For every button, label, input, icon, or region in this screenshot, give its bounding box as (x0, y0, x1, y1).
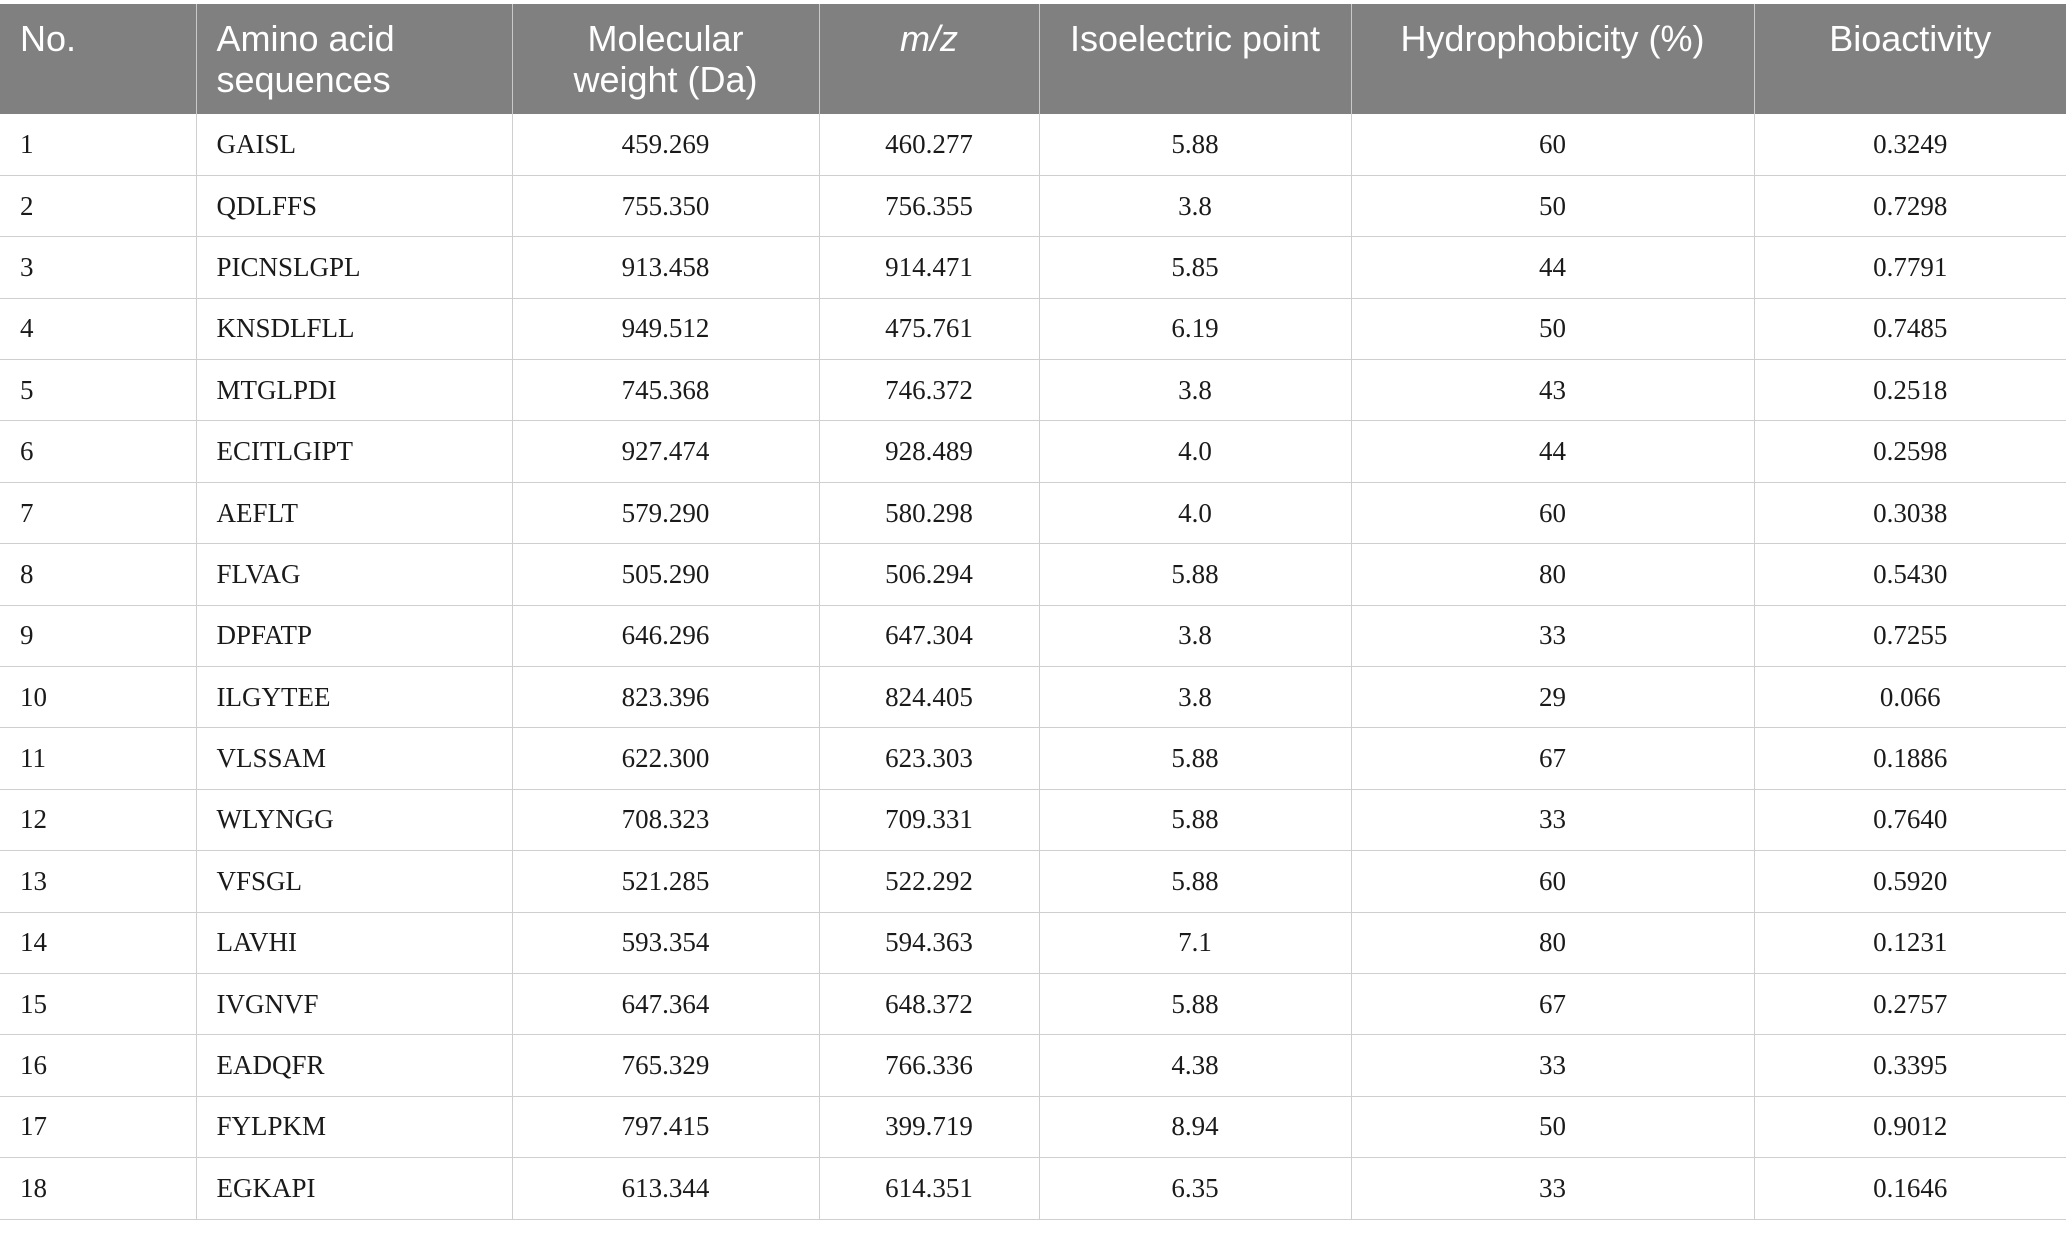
cell-no: 16 (0, 1035, 196, 1096)
table-row (0, 1158, 2066, 1219)
cell-hydrophobicity: 50 (1351, 298, 1754, 359)
header-row (0, 4, 2066, 114)
cell-molecular-weight: 613.344 (512, 1158, 819, 1219)
table-row (0, 973, 2066, 1034)
cell-hydrophobicity: 33 (1351, 1035, 1754, 1096)
cell-mz: 914.471 (819, 237, 1039, 298)
cell-mz: 709.331 (819, 789, 1039, 850)
cell-isoelectric-point: 5.88 (1039, 851, 1351, 912)
cell-bioactivity: 0.7255 (1754, 605, 2066, 666)
header-sequence: Amino acid sequences (196, 4, 512, 114)
cell-mz: 614.351 (819, 1158, 1039, 1219)
table-row (0, 789, 2066, 850)
cell-hydrophobicity: 33 (1351, 605, 1754, 666)
cell-bioactivity: 0.1886 (1754, 728, 2066, 789)
cell-sequence: FLVAG (196, 544, 512, 605)
table-row (0, 237, 2066, 298)
cell-hydrophobicity: 43 (1351, 360, 1754, 421)
cell-sequence: ECITLGIPT (196, 421, 512, 482)
peptide-table (0, 4, 2066, 1220)
table-header (0, 4, 2066, 114)
cell-sequence: IVGNVF (196, 973, 512, 1034)
cell-isoelectric-point: 5.88 (1039, 728, 1351, 789)
cell-molecular-weight: 646.296 (512, 605, 819, 666)
cell-isoelectric-point: 5.88 (1039, 789, 1351, 850)
cell-sequence: GAISL (196, 114, 512, 175)
cell-mz: 824.405 (819, 667, 1039, 728)
cell-molecular-weight: 647.364 (512, 973, 819, 1034)
cell-bioactivity: 0.5430 (1754, 544, 2066, 605)
cell-mz: 756.355 (819, 175, 1039, 236)
cell-hydrophobicity: 80 (1351, 544, 1754, 605)
cell-mz: 766.336 (819, 1035, 1039, 1096)
cell-isoelectric-point: 8.94 (1039, 1096, 1351, 1157)
cell-mz: 522.292 (819, 851, 1039, 912)
cell-molecular-weight: 579.290 (512, 482, 819, 543)
cell-no: 15 (0, 973, 196, 1034)
cell-no: 4 (0, 298, 196, 359)
table-row (0, 482, 2066, 543)
cell-no: 13 (0, 851, 196, 912)
table-body (0, 114, 2066, 1219)
cell-hydrophobicity: 44 (1351, 421, 1754, 482)
cell-molecular-weight: 593.354 (512, 912, 819, 973)
cell-bioactivity: 0.9012 (1754, 1096, 2066, 1157)
cell-sequence: ILGYTEE (196, 667, 512, 728)
cell-isoelectric-point: 4.0 (1039, 482, 1351, 543)
cell-isoelectric-point: 5.88 (1039, 114, 1351, 175)
table-row (0, 421, 2066, 482)
header-bioactivity: Bioactivity (1754, 4, 2066, 114)
cell-sequence: PICNSLGPL (196, 237, 512, 298)
cell-isoelectric-point: 3.8 (1039, 175, 1351, 236)
cell-sequence: VFSGL (196, 851, 512, 912)
cell-no: 1 (0, 114, 196, 175)
cell-molecular-weight: 622.300 (512, 728, 819, 789)
header-mz-label: m/z (900, 18, 958, 59)
cell-isoelectric-point: 4.0 (1039, 421, 1351, 482)
cell-bioactivity: 0.2518 (1754, 360, 2066, 421)
cell-molecular-weight: 708.323 (512, 789, 819, 850)
cell-bioactivity: 0.3249 (1754, 114, 2066, 175)
header-mz (819, 4, 1039, 114)
cell-hydrophobicity: 60 (1351, 851, 1754, 912)
cell-hydrophobicity: 44 (1351, 237, 1754, 298)
cell-hydrophobicity: 29 (1351, 667, 1754, 728)
cell-bioactivity: 0.7791 (1754, 237, 2066, 298)
cell-sequence: EADQFR (196, 1035, 512, 1096)
cell-no: 5 (0, 360, 196, 421)
cell-molecular-weight: 823.396 (512, 667, 819, 728)
cell-sequence: WLYNGG (196, 789, 512, 850)
cell-no: 9 (0, 605, 196, 666)
table-row (0, 114, 2066, 175)
cell-molecular-weight: 765.329 (512, 1035, 819, 1096)
cell-molecular-weight: 745.368 (512, 360, 819, 421)
cell-sequence: LAVHI (196, 912, 512, 973)
cell-isoelectric-point: 5.88 (1039, 544, 1351, 605)
table-row (0, 912, 2066, 973)
cell-mz: 399.719 (819, 1096, 1039, 1157)
cell-molecular-weight: 521.285 (512, 851, 819, 912)
cell-bioactivity: 0.1231 (1754, 912, 2066, 973)
cell-no: 3 (0, 237, 196, 298)
cell-isoelectric-point: 7.1 (1039, 912, 1351, 973)
cell-sequence: VLSSAM (196, 728, 512, 789)
cell-sequence: EGKAPI (196, 1158, 512, 1219)
table-row (0, 175, 2066, 236)
cell-no: 18 (0, 1158, 196, 1219)
cell-mz: 460.277 (819, 114, 1039, 175)
cell-bioactivity: 0.5920 (1754, 851, 2066, 912)
cell-molecular-weight: 755.350 (512, 175, 819, 236)
cell-isoelectric-point: 3.8 (1039, 605, 1351, 666)
cell-hydrophobicity: 50 (1351, 175, 1754, 236)
cell-isoelectric-point: 6.35 (1039, 1158, 1351, 1219)
cell-isoelectric-point: 5.85 (1039, 237, 1351, 298)
cell-hydrophobicity: 60 (1351, 482, 1754, 543)
table-row (0, 1035, 2066, 1096)
cell-bioactivity: 0.2598 (1754, 421, 2066, 482)
cell-no: 14 (0, 912, 196, 973)
cell-no: 8 (0, 544, 196, 605)
cell-no: 10 (0, 667, 196, 728)
cell-isoelectric-point: 4.38 (1039, 1035, 1351, 1096)
cell-bioactivity: 0.066 (1754, 667, 2066, 728)
cell-bioactivity: 0.3038 (1754, 482, 2066, 543)
table-row (0, 1096, 2066, 1157)
cell-bioactivity: 0.1646 (1754, 1158, 2066, 1219)
cell-sequence: FYLPKM (196, 1096, 512, 1157)
header-isoelectric-point: Isoelectric point (1039, 4, 1351, 114)
cell-molecular-weight: 459.269 (512, 114, 819, 175)
cell-mz: 746.372 (819, 360, 1039, 421)
cell-hydrophobicity: 60 (1351, 114, 1754, 175)
table-row (0, 605, 2066, 666)
table-row (0, 360, 2066, 421)
cell-no: 11 (0, 728, 196, 789)
cell-bioactivity: 0.3395 (1754, 1035, 2066, 1096)
cell-isoelectric-point: 3.8 (1039, 667, 1351, 728)
cell-sequence: QDLFFS (196, 175, 512, 236)
cell-hydrophobicity: 50 (1351, 1096, 1754, 1157)
cell-sequence: MTGLPDI (196, 360, 512, 421)
cell-no: 12 (0, 789, 196, 850)
cell-mz: 580.298 (819, 482, 1039, 543)
cell-molecular-weight: 949.512 (512, 298, 819, 359)
cell-hydrophobicity: 33 (1351, 1158, 1754, 1219)
cell-hydrophobicity: 67 (1351, 973, 1754, 1034)
table-row (0, 851, 2066, 912)
cell-no: 6 (0, 421, 196, 482)
cell-bioactivity: 0.7298 (1754, 175, 2066, 236)
header-hydrophobicity: Hydrophobicity (%) (1351, 4, 1754, 114)
cell-sequence: KNSDLFLL (196, 298, 512, 359)
cell-isoelectric-point: 5.88 (1039, 973, 1351, 1034)
cell-mz: 506.294 (819, 544, 1039, 605)
cell-mz: 647.304 (819, 605, 1039, 666)
cell-hydrophobicity: 33 (1351, 789, 1754, 850)
cell-no: 17 (0, 1096, 196, 1157)
cell-mz: 648.372 (819, 973, 1039, 1034)
table-row (0, 667, 2066, 728)
table-row (0, 544, 2066, 605)
table-row (0, 298, 2066, 359)
cell-molecular-weight: 927.474 (512, 421, 819, 482)
cell-sequence: AEFLT (196, 482, 512, 543)
header-no: No. (0, 4, 196, 114)
cell-mz: 475.761 (819, 298, 1039, 359)
cell-bioactivity: 0.7485 (1754, 298, 2066, 359)
cell-mz: 623.303 (819, 728, 1039, 789)
cell-molecular-weight: 505.290 (512, 544, 819, 605)
cell-hydrophobicity: 80 (1351, 912, 1754, 973)
cell-isoelectric-point: 3.8 (1039, 360, 1351, 421)
cell-isoelectric-point: 6.19 (1039, 298, 1351, 359)
cell-hydrophobicity: 67 (1351, 728, 1754, 789)
cell-mz: 594.363 (819, 912, 1039, 973)
cell-mz: 928.489 (819, 421, 1039, 482)
cell-no: 2 (0, 175, 196, 236)
header-molecular-weight: Molecular weight (Da) (512, 4, 819, 114)
cell-sequence: DPFATP (196, 605, 512, 666)
table-row (0, 728, 2066, 789)
cell-molecular-weight: 797.415 (512, 1096, 819, 1157)
cell-no: 7 (0, 482, 196, 543)
cell-bioactivity: 0.2757 (1754, 973, 2066, 1034)
cell-bioactivity: 0.7640 (1754, 789, 2066, 850)
cell-molecular-weight: 913.458 (512, 237, 819, 298)
